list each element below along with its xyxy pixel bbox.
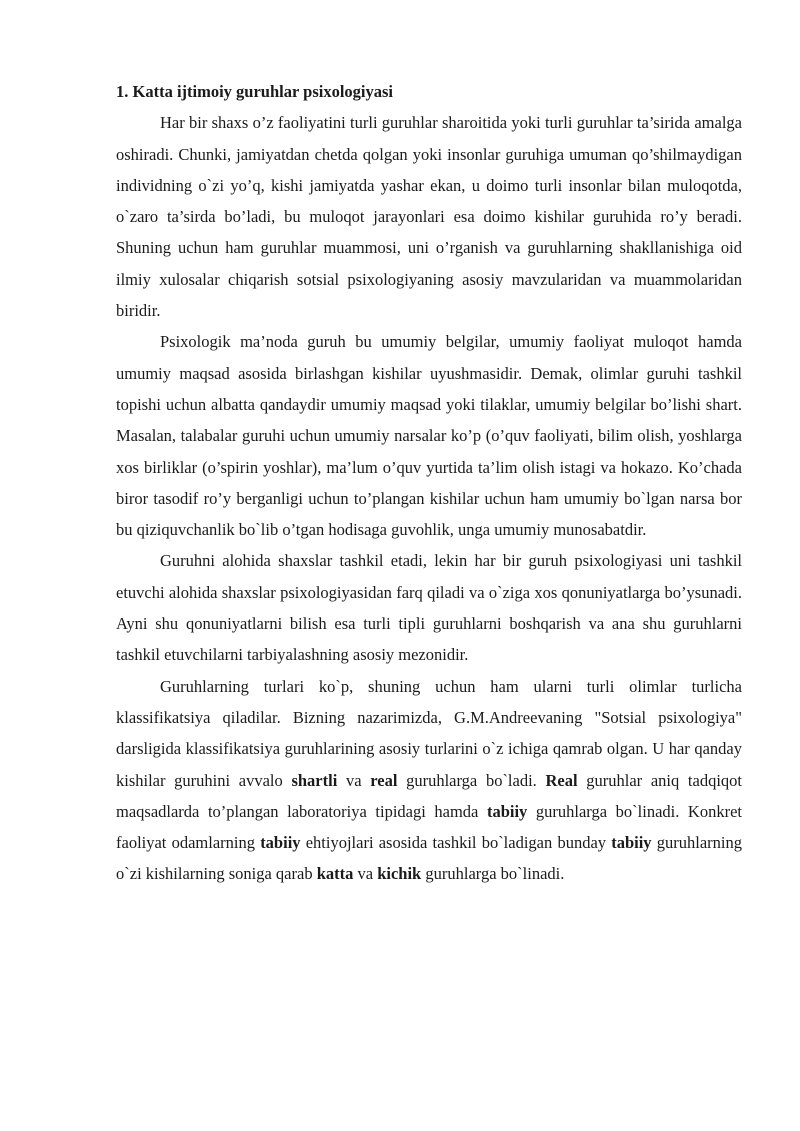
bold-term-tabiiy-2: tabiiy	[260, 833, 301, 853]
paragraph-2: Psixologik ma’noda guruh bu umumiy belgilar, umumiy faoliyat muloqot hamda umumiy maqsad asosida birlashgan kishilar uyushmasidir. Demak, olimlar guruhi tashkil topishi uchun albatta qandaydir umumiy maqsad yoki tilaklar, umumiy belgilar bo’lishi shart. Masalan, talabalar guruhi uchun umumiy narsalar ko’p (o’quv faoliyati, bilim olish, yoshlarga xos birliklar (o’spirin yoshlar), ma’lum o’quv yurtida ta’lim olish istagi va hokazo. Ko’chada biror tasodif ro’y berganligi uchun to’plangan kishilar uchun ham umumiy bo`lgan narsa bor bu qiziquvchanlik bo`lib o’tgan hodisaga guvohlik, unga umumiy munosabatdir.	[116, 332, 742, 540]
bold-term-tabiiy-3: tabiiy	[611, 833, 652, 853]
text-run: va	[337, 770, 371, 790]
paragraph-1: Har bir shaxs o’z faoliyatini turli guruhlar sharoitida yoki turli guruhlar ta’sirida amalga oshiradi. Chunki, jamiyatdan chetda qolgan yoki insonlar guruhiga umuman qo’shilmaydigan individning o`zi yo’q, kishi jamiyatda yashar ekan, u doimo turli insonlar bilan muloqotda, o`zaro ta’sirda bo’ladi, bu muloqot jarayonlari esa doimo kishilar guruhida ro’y beradi. Shuning uchun ham guruhlar muammosi, uni o’rganish va guruhlarning shakllanishiga oid ilmiy xulosalar chiqarish sotsial psixologiyaning asosiy mavzularidan va muammolaridan biridir.	[116, 113, 742, 321]
text-run: guruhlarga bo`ladi.	[397, 770, 546, 790]
document-page	[116, 76, 742, 890]
section-heading: 1. Katta ijtimoiy guruhlar psixologiyasi	[116, 82, 394, 101]
text-run: Guruhlarning turlari ko`p, shuning uchun ham ularni turli olimlar turlicha klassifikatsiya qiladilar. Bizning nazarimizda, G.M.Andreevaning "Sotsial psixologiya" darsligida klassifikatsiya guruhlarining asosiy turlarini o`z ichiga qamrab olgan. U har qanday kishilar guruhini avvalo	[116, 676, 742, 790]
bold-term-katta: katta	[316, 864, 354, 884]
bold-term-real: real	[370, 770, 398, 790]
text-run: guruhlar aniq tadqiqot maqsadlarda to’plangan laboratoriya tipidagi hamda	[116, 770, 742, 821]
paragraph-4	[116, 671, 742, 890]
text-run: guruhlarga bo`linadi. Konkret faoliyat odamlarning	[116, 801, 743, 853]
bold-term-kichik: kichik	[377, 864, 422, 884]
text-run: guruhlarning o`zi kishilarning soniga qarab	[116, 833, 742, 884]
text-run: ehtiyojlari asosida tashkil bo`ladigan bunday	[300, 833, 612, 853]
bold-term-shartli: shartli	[291, 770, 338, 790]
text-run: guruhlarga bo`linadi.	[421, 864, 565, 884]
bold-term-real-2: Real	[545, 770, 578, 790]
bold-term-tabiiy: tabiiy	[486, 801, 528, 821]
paragraph-3: Guruhni alohida shaxslar tashkil etadi, lekin har bir guruh psixologiyasi uni tashkil etuvchi alohida shaxslar psixologiyasidan farq qiladi va o`ziga xos qonuniyatlarga bo’ysunadi. Ayni shu qonuniyatlarni bilish esa turli tipli guruhlarni boshqarish va ana shu guruhlarni tashkil etuvchilarni tarbiyalashning asosiy mezonidir.	[116, 551, 742, 665]
text-run: va	[353, 864, 378, 884]
